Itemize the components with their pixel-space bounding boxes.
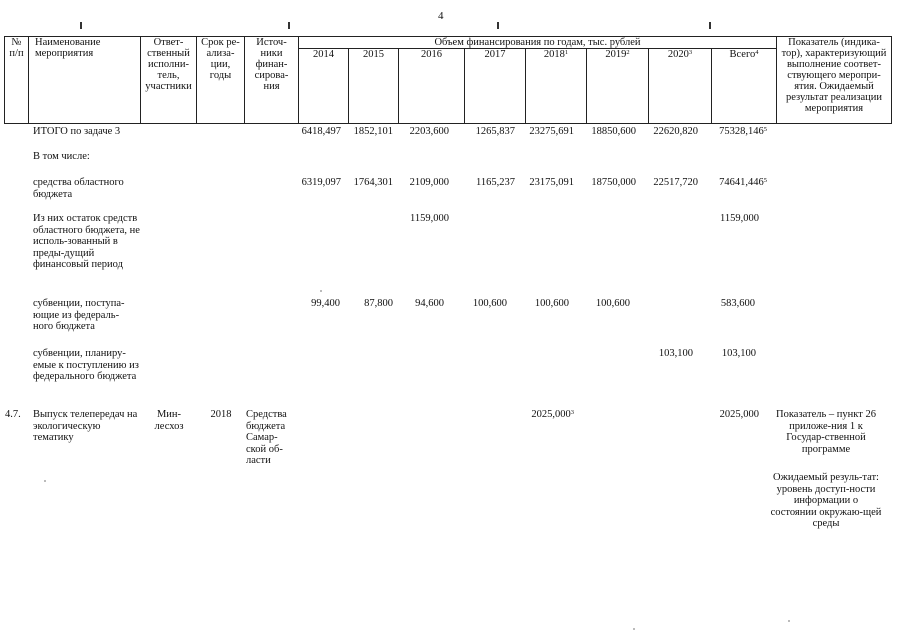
row-total-2015: 1852,101 (353, 126, 393, 137)
row-regional-2017: 1165,237 (476, 177, 515, 188)
header-source: Источ-ники финан-сирова-ния (245, 37, 299, 124)
margin-mark (709, 22, 711, 29)
scan-speck (44, 480, 46, 482)
row-subsidies-received-label: субвенции, поступа-ющие из федераль-ного бюджета (33, 298, 125, 332)
header-table (4, 36, 892, 124)
row-subsidies-received-all: 583,600 (720, 298, 755, 309)
row-subsidies-planned-all: 103,100 (721, 348, 756, 359)
row-regional-2015: 1764,301 (353, 177, 393, 188)
header-executor: Ответ-ственный исполни-тель, участники (141, 37, 197, 124)
header-year-2018: 2018$^1$ (526, 49, 587, 124)
header-year-2020: 2020$^3$ (649, 49, 712, 124)
header-term: Срок ре-ализа-ции, годы (197, 37, 245, 124)
row-total-2016: 2203,600 (409, 126, 449, 137)
header-indicator: Показатель (индика-тор), характеризующий выполнение соответ-ствующего меропри-ятия. Ожидаемый результат реализации мероприятия (777, 37, 892, 124)
margin-mark (288, 22, 290, 29)
row-total-2018: 23275,691 (529, 126, 574, 137)
row-subsidies-planned-2020: 103,100 (658, 348, 693, 359)
item-4-7-source: Средства бюджета Самар-ской об-ласти (246, 409, 287, 466)
item-4-7-all: 2025,000 (719, 409, 759, 420)
row-regional-all: 74641,446$^5$ (719, 177, 767, 188)
header-year-total: Всего$^4$ (712, 49, 777, 124)
page-number: 4 (438, 10, 444, 22)
item-4-7-2018: 2025,000$^3$ (531, 409, 574, 420)
row-remainder-label: Из них остаток средств областного бюджета, не исполь-зованный в преды-дущий финансовый период (33, 213, 140, 270)
row-including-label: В том числе: (33, 151, 90, 162)
item-4-7-expected: Ожидаемый резуль-тат: уровень доступ-ности информации о состоянии окружаю-щей среды (770, 472, 882, 529)
scan-speck (633, 628, 635, 630)
row-total-label: ИТОГО по задаче 3 (33, 126, 121, 137)
header-name: Наименование мероприятия (29, 37, 141, 124)
row-subsidies-received-2015: 87,800 (364, 298, 393, 309)
header-volume: Объем финансирования по годам, тыс. рублей (299, 37, 777, 49)
scan-speck (320, 290, 322, 292)
item-4-7-number: 4.7. (5, 409, 21, 420)
row-remainder-2016: 1159,000 (410, 213, 449, 224)
row-subsidies-received-2016: 94,600 (415, 298, 444, 309)
item-4-7-executor: Мин-лесхоз (154, 409, 184, 432)
row-regional-label: средства областного бюджета (33, 177, 124, 200)
row-total-2020: 22620,820 (653, 126, 698, 137)
row-subsidies-received-2018: 100,600 (534, 298, 569, 309)
row-subsidies-planned-label: субвенции, планиру-емые к поступлению из федерального бюджета (33, 348, 139, 382)
row-total-all: 75328,146$^5$ (719, 126, 767, 137)
header-no: № п/п (5, 37, 29, 124)
header-year-2019: 2019$^2$ (587, 49, 649, 124)
margin-mark (80, 22, 82, 29)
row-regional-2016: 2109,000 (409, 177, 449, 188)
item-4-7-label: Выпуск телепередач на экологическую тематику (33, 409, 138, 443)
row-total-2017: 1265,837 (475, 126, 515, 137)
row-subsidies-received-2019: 100,600 (595, 298, 630, 309)
row-regional-2014: 6319,097 (301, 177, 341, 188)
row-remainder-all: 1159,000 (720, 213, 759, 224)
header-year-2015: 2015 (349, 49, 399, 124)
row-regional-2020: 22517,720 (653, 177, 698, 188)
row-regional-2019: 18750,000 (591, 177, 636, 188)
header-year-2017: 2017 (465, 49, 526, 124)
margin-mark (497, 22, 499, 29)
item-4-7-term: 2018 (210, 409, 232, 420)
scan-speck (788, 620, 790, 622)
row-regional-2018: 23175,091 (529, 177, 574, 188)
item-4-7-indicator: Показатель – пункт 26 приложе-ния 1 к Государ-ственной программе (776, 409, 876, 455)
header-year-2014: 2014 (299, 49, 349, 124)
row-subsidies-received-2017: 100,600 (472, 298, 507, 309)
row-total-2014: 6418,497 (301, 126, 341, 137)
row-total-2019: 18850,600 (591, 126, 636, 137)
row-subsidies-received-2014: 99,400 (311, 298, 340, 309)
header-year-2016: 2016 (399, 49, 465, 124)
